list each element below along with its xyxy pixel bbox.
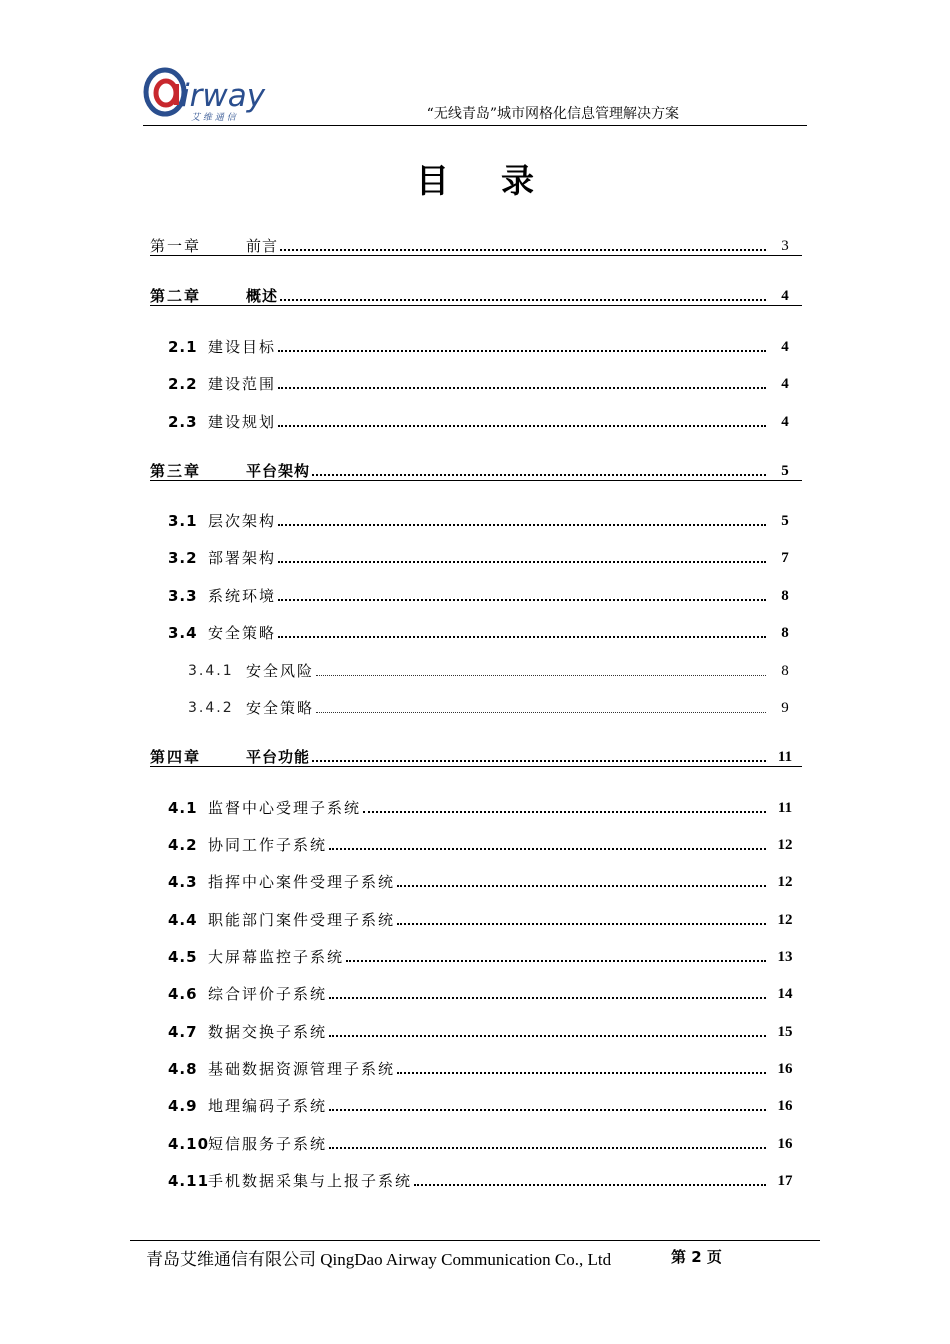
toc-entry-number: 4.7 [168, 1023, 198, 1041]
toc-leader-dots [397, 1072, 766, 1074]
toc-chapter-entry[interactable] [150, 236, 802, 256]
toc-section-entry[interactable] [150, 411, 802, 431]
toc-chapter-entry[interactable] [150, 747, 802, 767]
toc-leader-dots [414, 1184, 766, 1186]
toc-entry-page: 11 [777, 800, 793, 816]
toc-section-entry[interactable] [150, 373, 802, 393]
toc-entry-page: 8 [781, 663, 789, 679]
logo-wordmark: irway [181, 78, 266, 114]
toc-entry-page: 15 [777, 1024, 793, 1040]
toc-entry-page: 5 [781, 463, 789, 479]
toc-section-entry[interactable] [150, 1170, 802, 1190]
toc-entry-title: 协同工作子系统 [208, 836, 328, 854]
toc-section-entry[interactable] [150, 1133, 802, 1153]
toc-leader-dots [329, 848, 766, 850]
page-footer [130, 1240, 820, 1269]
toc-entry-number: 4.3 [168, 873, 198, 891]
document-title: “无线青岛”城市网格化信息管理解决方案 [426, 106, 679, 122]
toc-leader-dots [363, 811, 766, 813]
toc-entry-number: 4.2 [168, 836, 198, 854]
toc-section-entry[interactable] [150, 946, 802, 966]
toc-chapter-entry[interactable] [150, 461, 802, 481]
toc-entry-number: 4.6 [168, 985, 198, 1003]
toc-leader-dots [329, 1109, 766, 1111]
toc-entry-number: 4.1 [168, 799, 198, 817]
toc-section-entry[interactable] [150, 909, 802, 929]
toc-entry-page: 4 [781, 339, 789, 355]
toc-entry-number: 3.4.2 [188, 700, 234, 716]
toc-section-entry[interactable] [150, 510, 802, 530]
toc-section-entry[interactable] [150, 547, 802, 567]
toc-entry-number: 3.1 [168, 512, 198, 530]
toc-entry-number: 4.10 [168, 1135, 210, 1153]
toc-section-entry[interactable] [150, 1095, 802, 1115]
toc-leader-dots [278, 524, 766, 526]
toc-leader-dots [329, 997, 766, 999]
toc-entry-number: 3.2 [168, 549, 198, 567]
toc-entry-number: 4.5 [168, 948, 198, 966]
page-header [143, 64, 807, 126]
toc-section-entry[interactable] [150, 871, 802, 891]
toc-entry-title: 系统环境 [208, 587, 277, 605]
footer-company: 青岛艾维通信有限公司 QingDao Airway Communication Co., Ltd [146, 1250, 612, 1269]
toc-entry-page: 17 [777, 1173, 793, 1189]
toc-entry-title: 安全策略 [246, 699, 315, 717]
toc-entry-number: 3.4.1 [188, 663, 234, 679]
toc-entry-page: 4 [781, 414, 789, 430]
toc-entry-title: 监督中心受理子系统 [208, 799, 362, 817]
toc-entry-page: 12 [777, 837, 793, 853]
toc-section-entry[interactable] [150, 585, 802, 605]
toc-entry-number: 4.9 [168, 1097, 198, 1115]
toc-entry-number: 4.11 [168, 1172, 210, 1190]
toc-entry-title: 层次架构 [208, 512, 277, 530]
toc-leader-dots [280, 249, 766, 251]
toc-leader-dots [329, 1035, 766, 1037]
toc-leader-dots [278, 561, 766, 563]
toc-leader-dots [316, 674, 766, 676]
toc-entry-page: 11 [777, 749, 793, 765]
toc-entry-title: 数据交换子系统 [208, 1023, 328, 1041]
toc-entry-number: 第四章 [150, 748, 202, 766]
toc-entry-page: 5 [781, 513, 789, 529]
toc-leader-dots [397, 885, 766, 887]
toc-entry-page: 3 [781, 238, 789, 254]
toc-leader-dots [278, 425, 766, 427]
toc-entry-title: 职能部门案件受理子系统 [208, 911, 396, 929]
toc-entry-number: 4.4 [168, 911, 198, 929]
toc-leader-dots [312, 760, 766, 762]
toc-section-entry[interactable] [150, 983, 802, 1003]
toc-entry-page: 8 [781, 588, 789, 604]
logo-subtext: 艾 维 通 信 [191, 113, 236, 123]
toc-chapter-entry[interactable] [150, 286, 802, 306]
toc-leader-dots [316, 711, 766, 713]
toc-entry-number: 第二章 [150, 287, 202, 305]
toc-entry-page: 9 [781, 700, 789, 716]
toc-section-entry[interactable] [150, 797, 802, 817]
toc-title: 目录 [416, 161, 586, 200]
toc-leader-dots [329, 1147, 766, 1149]
toc-section-entry[interactable] [150, 336, 802, 356]
toc-entry-title: 综合评价子系统 [208, 985, 328, 1003]
toc-leader-dots [278, 387, 766, 389]
toc-entry-page: 16 [777, 1136, 793, 1152]
toc-entry-page: 8 [781, 625, 789, 641]
toc-entry-title: 前言 [246, 237, 279, 255]
toc-entry-title: 建设范围 [208, 375, 277, 393]
toc-entry-number: 2.2 [168, 375, 198, 393]
toc-entry-page: 13 [777, 949, 793, 965]
toc-entry-title: 概述 [246, 287, 279, 305]
toc-entry-title: 安全风险 [246, 662, 315, 680]
toc-entry-title: 安全策略 [208, 624, 277, 642]
toc-subsection-entry[interactable] [150, 697, 802, 717]
toc-entry-number: 2.1 [168, 338, 198, 356]
toc-entry-number: 4.8 [168, 1060, 198, 1078]
footer-page-number: 第 2 页 [671, 1248, 722, 1266]
toc-entry-number: 2.3 [168, 413, 198, 431]
toc-leader-dots [312, 474, 766, 476]
toc-entry-number: 第一章 [150, 237, 202, 255]
toc-entry-title: 大屏幕监控子系统 [208, 948, 345, 966]
toc-entry-title: 平台功能 [246, 748, 311, 766]
toc-entry-title: 手机数据采集与上报子系统 [208, 1172, 413, 1190]
airway-logo [143, 64, 283, 124]
toc-section-entry[interactable] [150, 1021, 802, 1041]
toc-entry-number: 第三章 [150, 462, 202, 480]
toc-entry-page: 7 [781, 550, 789, 566]
toc-leader-dots [278, 599, 766, 601]
toc-entry-title: 建设目标 [208, 338, 277, 356]
toc-entry-title: 地理编码子系统 [208, 1097, 328, 1115]
toc-entry-number: 3.4 [168, 624, 198, 642]
toc-entry-page: 12 [777, 912, 793, 928]
toc-section-entry[interactable] [150, 622, 802, 642]
toc-leader-dots [278, 636, 766, 638]
toc-section-entry[interactable] [150, 1058, 802, 1078]
toc-entry-page: 4 [781, 288, 789, 304]
toc-leader-dots [397, 923, 766, 925]
toc-entry-title: 短信服务子系统 [208, 1135, 328, 1153]
toc-entry-number: 3.3 [168, 587, 198, 605]
toc-leader-dots [346, 960, 766, 962]
toc-entry-page: 16 [777, 1098, 793, 1114]
toc-section-entry[interactable] [150, 834, 802, 854]
toc-entry-page: 16 [777, 1061, 793, 1077]
toc-entry-title: 部署架构 [208, 549, 277, 567]
toc-entry-title: 基础数据资源管理子系统 [208, 1060, 396, 1078]
toc-subsection-entry[interactable] [150, 660, 802, 680]
toc-entry-page: 14 [777, 986, 793, 1002]
toc-entry-page: 4 [781, 376, 789, 392]
toc-leader-dots [280, 299, 766, 301]
toc-entry-title: 指挥中心案件受理子系统 [208, 873, 396, 891]
toc-entry-title: 平台架构 [246, 462, 311, 480]
toc-entry-page: 12 [777, 874, 793, 890]
toc-entry-title: 建设规划 [208, 413, 277, 431]
toc-leader-dots [278, 350, 766, 352]
